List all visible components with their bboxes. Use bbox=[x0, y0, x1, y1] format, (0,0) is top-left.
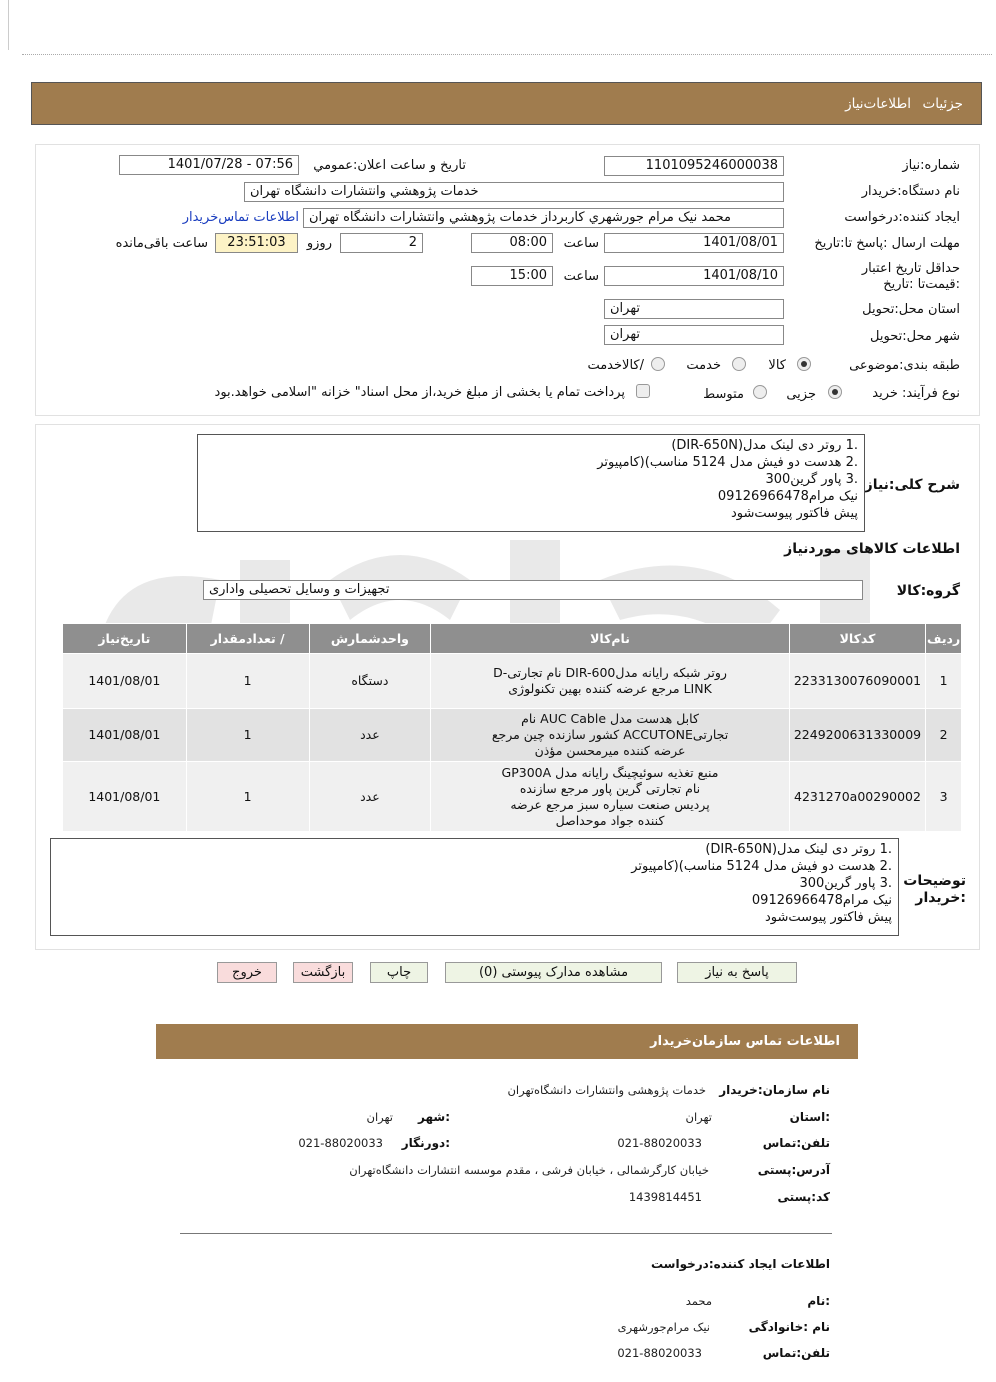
category-both-label: /کالاخدمت bbox=[587, 358, 644, 373]
days-field: 2 bbox=[340, 233, 423, 253]
city-contact-label: :شهر bbox=[418, 1110, 450, 1124]
col-date: تاریخ‌نیاز bbox=[63, 624, 187, 654]
validity-date-field: 1401/08/10 bbox=[604, 266, 784, 286]
category-service-label: خدمت bbox=[686, 358, 721, 373]
table-row bbox=[63, 762, 962, 832]
category-service-radio[interactable] bbox=[732, 357, 746, 371]
exit-button[interactable]: خروج bbox=[217, 962, 277, 983]
province-label: استان محل:تحویل bbox=[862, 302, 960, 317]
row-qty: 1 bbox=[186, 762, 309, 832]
row-index: 3 bbox=[926, 762, 962, 832]
row-name: روتر شبکه رایانه مدلDIR-600 نام تجارتیD-LINK مرجع عرضه کننده بهین تکنولوژی bbox=[431, 654, 790, 709]
validity-time-label: ساعت bbox=[563, 269, 599, 284]
address-label: آدرس:پستی bbox=[757, 1163, 830, 1177]
col-index: ردیف bbox=[926, 624, 962, 654]
remaining-time-field: 23:51:03 bbox=[215, 233, 298, 253]
reply-button[interactable]: پاسخ به نیاز bbox=[677, 962, 797, 983]
print-button[interactable]: چاپ bbox=[370, 962, 428, 983]
creator-field: محمد نيک مرام جورشهري کاربرداز خدمات پژوهشي وانتشارات دانشگاه تهران bbox=[303, 208, 784, 228]
row-unit: عدد bbox=[309, 709, 431, 762]
province-contact-label: :استان bbox=[789, 1110, 830, 1124]
city-contact-value: تهران bbox=[366, 1110, 393, 1124]
row-code: 4231270a00290002 bbox=[789, 762, 925, 832]
phone-value: 021-88020033 bbox=[617, 1136, 702, 1150]
table-header-row bbox=[63, 624, 962, 654]
remaining-time-label: ساعت باقی‌مانده bbox=[115, 236, 208, 251]
process-type-label: نوع فرآیند: خرید bbox=[872, 386, 960, 401]
table-row bbox=[63, 709, 962, 762]
validity-label: حداقل تاریخ اعتبار :قیمت‌تا :تاریخ bbox=[861, 261, 960, 292]
validity-time-field: 15:00 bbox=[471, 266, 553, 286]
row-index: 1 bbox=[926, 654, 962, 709]
days-label: روزو bbox=[306, 236, 332, 251]
process-partial-label: جزیی bbox=[786, 387, 816, 402]
province-contact-value: تهران bbox=[685, 1110, 712, 1124]
fax-value: 021-88020033 bbox=[298, 1136, 383, 1150]
buyer-notes-text: .1 روتر دی لینک مدل(DIR-650N) .2 هدست دو فیش مدل 5124 مناسب)(کامپیوتر .3 پاور گرین300 نیک مرام09126966478 پیش فاکتور پیوست‌شود bbox=[50, 838, 899, 936]
contact-header-bar bbox=[156, 1024, 858, 1059]
category-label: طبقه بندی:موضوعی bbox=[849, 358, 960, 373]
row-unit: دستگاه bbox=[309, 654, 431, 709]
row-code: 2233130076090001 bbox=[789, 654, 925, 709]
category-goods-radio[interactable] bbox=[797, 357, 811, 371]
treasury-payment-note: پرداخت تمام یا بخشی از مبلغ خرید،از محل اسناد" خزانه "اسلامی خواهد.بود bbox=[214, 385, 625, 400]
fax-label: :دورنگار bbox=[401, 1136, 450, 1150]
creator-label: ایجاد کننده:درخواست bbox=[844, 210, 960, 225]
creator-name-value: محمد bbox=[685, 1294, 712, 1308]
need-number-field: 1101095246000038 bbox=[604, 156, 784, 176]
buyer-field: خدمات پژوهشي وانتشارات دانشگاه تهران bbox=[244, 182, 784, 202]
org-value: خدمات پژوهشی وانتشارات دانشگاه‌تهران bbox=[507, 1083, 706, 1097]
creator-info-title: اطلاعات ایجاد کننده:درخواست bbox=[650, 1257, 830, 1271]
city-field: تهران bbox=[604, 325, 784, 345]
summary-label: شرح کلی:نیاز bbox=[864, 477, 960, 493]
table-row bbox=[63, 654, 962, 709]
goods-table bbox=[62, 623, 962, 832]
col-qty: / تعدادمقدار bbox=[186, 624, 309, 654]
creator-phone-label: تلفن:تماس bbox=[762, 1346, 830, 1360]
row-index: 2 bbox=[926, 709, 962, 762]
org-label: نام سازمان:خریدار bbox=[719, 1083, 830, 1097]
contact-title: اطلاعات تماس سازمان‌خریدار bbox=[650, 1034, 840, 1049]
row-qty: 1 bbox=[186, 709, 309, 762]
summary-text: .1 روتر دی لینک مدل(DIR-650N) .2 هدست دو فیش مدل 5124 مناسب)(کامپیوتر .3 پاور گرین300 نیک مرام09126966478 پیش فاکتور پیوست‌شود bbox=[197, 434, 865, 532]
page-header-bar bbox=[31, 82, 982, 125]
goods-group-field: تجهیزات و وسایل تحصیلی واداری bbox=[203, 580, 863, 600]
back-button[interactable]: بازگشت bbox=[293, 962, 353, 983]
row-qty: 1 bbox=[186, 654, 309, 709]
row-date: 1401/08/01 bbox=[63, 654, 187, 709]
city-label: شهر محل:تحویل bbox=[870, 329, 960, 344]
deadline-time-label: ساعت bbox=[563, 236, 599, 251]
deadline-time-field: 08:00 bbox=[471, 233, 553, 253]
col-unit: واحدشمارش bbox=[309, 624, 431, 654]
postal-label: کد:پستی bbox=[777, 1190, 830, 1204]
address-value: خیابان کارگرشمالی ، خیابان فرشی ، مقدم موسسه انتشارات دانشگاه‌تهران bbox=[349, 1163, 709, 1177]
deadline-date-field: 1401/08/01 bbox=[604, 233, 784, 253]
buyer-notes-label: توضیحات :خریدار bbox=[903, 873, 966, 906]
tab-need-info[interactable]: اطلاعات‌نیاز bbox=[845, 96, 911, 112]
buyer-label: نام دستگاه:خریدار bbox=[861, 184, 960, 199]
row-date: 1401/08/01 bbox=[63, 709, 187, 762]
category-both-radio[interactable] bbox=[651, 357, 665, 371]
process-partial-radio[interactable] bbox=[828, 385, 842, 399]
process-medium-radio[interactable] bbox=[753, 385, 767, 399]
tab-details[interactable]: جزئیات bbox=[922, 96, 963, 112]
col-name: نام‌کالا bbox=[431, 624, 790, 654]
contact-divider bbox=[180, 1233, 832, 1234]
announce-date-field: 1401/07/28 - 07:56 bbox=[119, 155, 299, 175]
creator-family-label: نام :خانوادگی bbox=[748, 1320, 830, 1334]
buyer-contact-link[interactable]: اطلاعات تماس‌خریدار bbox=[182, 210, 299, 225]
goods-info-title: اطلاعات کالاهای موردنیاز bbox=[784, 541, 960, 557]
creator-phone-value: 021-88020033 bbox=[617, 1346, 702, 1360]
row-date: 1401/08/01 bbox=[63, 762, 187, 832]
announce-date-label: تاریخ و ساعت اعلان:عمومي bbox=[313, 158, 466, 173]
need-number-label: شماره:نیاز bbox=[902, 158, 960, 173]
col-code: کدکالا bbox=[789, 624, 925, 654]
goods-group-label: گروه:کالا bbox=[896, 583, 960, 599]
process-medium-label: متوسط bbox=[703, 387, 744, 402]
deadline-label: مهلت ارسال :پاسخ تا:تاریخ bbox=[814, 236, 960, 251]
creator-name-label: :نام bbox=[807, 1294, 830, 1308]
phone-label: تلفن:تماس bbox=[762, 1136, 830, 1150]
row-code: 2249200631330009 bbox=[789, 709, 925, 762]
province-field: تهران bbox=[604, 299, 784, 319]
creator-family-value: نیک مرام‌جورشهری bbox=[617, 1320, 710, 1334]
row-name: منبع تغذیه سوئیچینگ رایانه مدل GP300A نام تجارتی گرین پاور مرجع سازنده پردیس صنعت سیاره سبز مرجع عرضه کننده جواد موحداصل bbox=[431, 762, 790, 832]
row-unit: عدد bbox=[309, 762, 431, 832]
view-attachments-button[interactable]: مشاهده مدارک پیوستی (0) bbox=[445, 962, 662, 983]
category-goods-label: کالا bbox=[768, 358, 786, 373]
treasury-payment-checkbox[interactable] bbox=[636, 384, 650, 398]
postal-value: 1439814451 bbox=[628, 1190, 702, 1204]
row-name: کابل هدست مدل AUC Cable نام تجارتیACCUTONE کشور سازنده چین مرجع عرضه کننده میرمحسن مؤذن bbox=[431, 709, 790, 762]
